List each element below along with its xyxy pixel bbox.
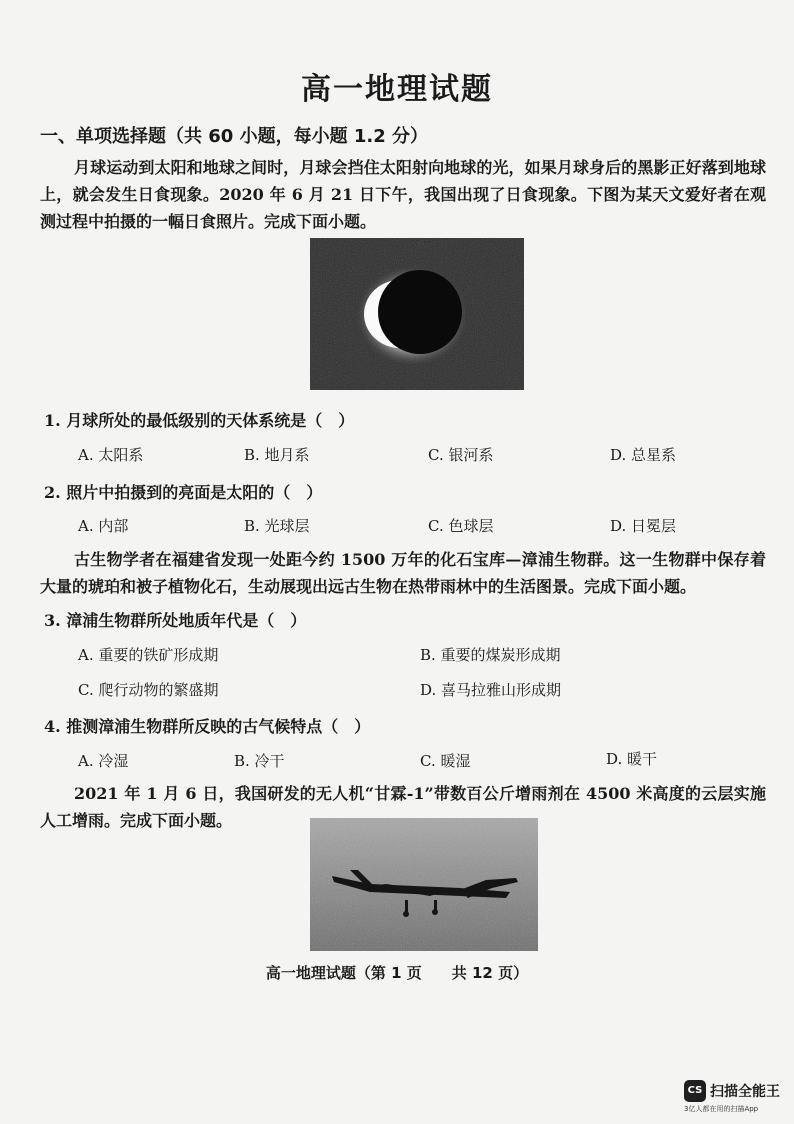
drone-image xyxy=(310,818,538,951)
passage-zhangpu-biota: 古生物学者在福建省发现一处距今约 1500 万年的化石宝库—漳浦生物群。这一生物群中保存着大量的琥珀和被子植物化石，生动展现出远古生物在热带雨林中的生活图景。完成下面小题。 xyxy=(40,550,766,596)
q1-option-a: A. 太阳系 xyxy=(78,446,144,464)
drone-photo xyxy=(310,818,538,951)
question-3: 3. 漳浦生物群所处地质年代是（ ） xyxy=(44,611,307,630)
q2-option-a: A. 内部 xyxy=(78,517,129,535)
scanner-app-name: 扫描全能王 xyxy=(710,1084,780,1100)
q1-option-c: C. 银河系 xyxy=(428,446,494,464)
section-heading: 一、单项选择题（共 60 小题，每小题 1.2 分） xyxy=(40,126,429,147)
passage-drone-rainfall: 2021 年 1 月 6 日，我国研发的无人机“甘霖-1”带数百公斤增雨剂在 4500 米高度的云层实施人工增雨。完成下面小题。 xyxy=(40,784,766,830)
q3-option-d: D. 喜马拉雅山形成期 xyxy=(420,681,562,699)
page-footer: 高一地理试题（第 1 页 共 12 页） xyxy=(265,964,529,982)
q3-option-c: C. 爬行动物的繁盛期 xyxy=(78,681,219,699)
solar-eclipse-photo xyxy=(310,238,524,390)
scanner-tagline: 3亿人都在用的扫描App xyxy=(684,1105,759,1113)
page-title: 高一地理试题 xyxy=(301,72,493,107)
q2-option-c: C. 色球层 xyxy=(428,517,494,535)
question-1: 1. 月球所处的最低级别的天体系统是（ ） xyxy=(44,411,355,430)
question-2: 2. 照片中拍摄到的亮面是太阳的（ ） xyxy=(44,483,323,502)
q3-option-b: B. 重要的煤炭形成期 xyxy=(420,646,561,664)
camscanner-logo-icon: CS xyxy=(684,1080,706,1102)
q4-option-c: C. 暖湿 xyxy=(420,752,471,770)
q1-option-b: B. 地月系 xyxy=(244,446,310,464)
q2-option-b: B. 光球层 xyxy=(244,517,310,535)
question-4: 4. 推测漳浦生物群所反映的古气候特点（ ） xyxy=(44,717,371,736)
eclipse-image xyxy=(310,238,524,390)
passage-solar-eclipse: 月球运动到太阳和地球之间时，月球会挡住太阳射向地球的光，如果月球身后的黑影正好落到地球上，就会发生日食现象。2020 年 6 月 21 日下午，我国出现了日食现象。下图为某天文爱好者在观测过程中拍摄的一幅日食照片。完成下面小题。 xyxy=(40,158,766,231)
q3-option-a: A. 重要的铁矿形成期 xyxy=(78,646,219,664)
q4-option-b: B. 冷干 xyxy=(234,752,285,770)
q4-option-d: D. 暖干 xyxy=(606,750,658,768)
q4-option-a: A. 冷湿 xyxy=(78,752,129,770)
q1-option-d: D. 总星系 xyxy=(610,446,677,464)
q2-option-d: D. 日冕层 xyxy=(610,517,677,535)
